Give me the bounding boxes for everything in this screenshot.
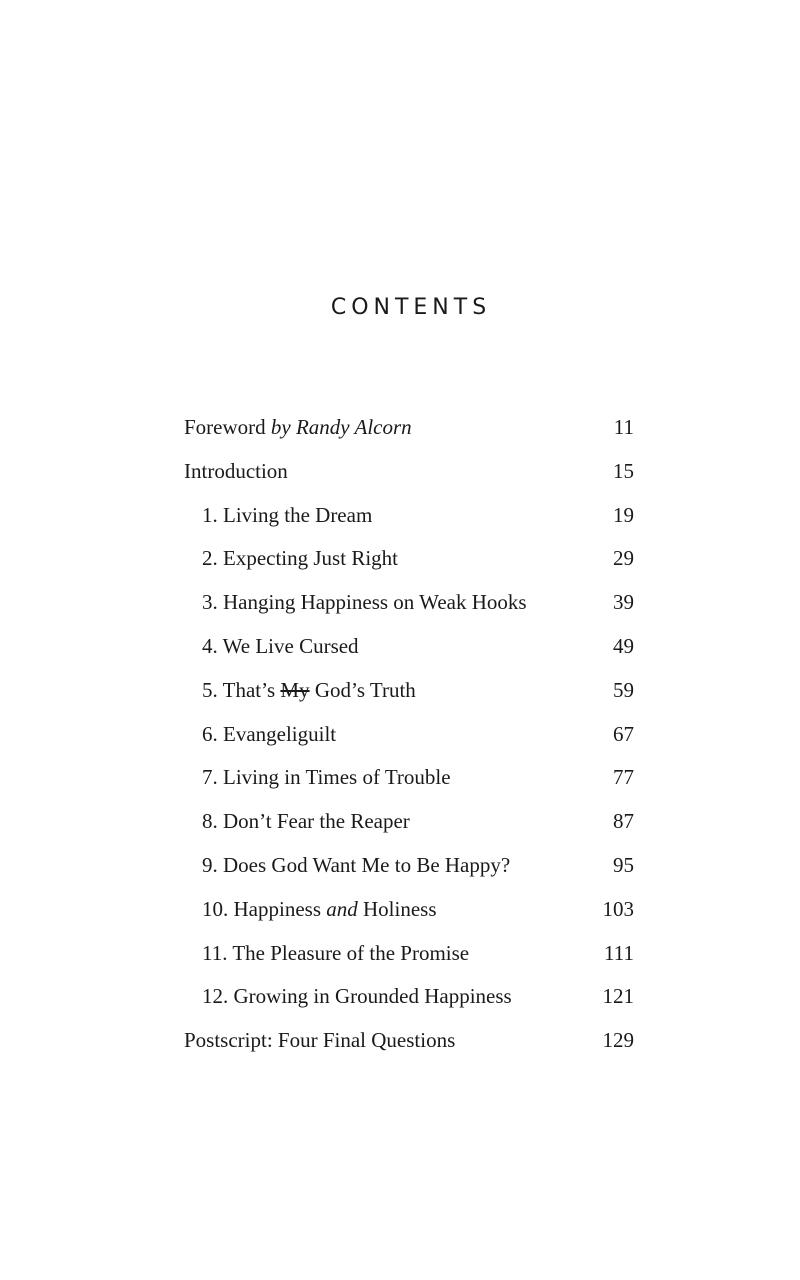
toc-entry-page: 49 [613, 633, 634, 658]
toc-entry-title: 11. The Pleasure of the Promise [202, 940, 470, 965]
toc-entry-foreword[interactable] [184, 406, 634, 450]
toc-entry-page: 39 [613, 590, 634, 615]
toc-entry-title: 2. Expecting Just Right [202, 546, 398, 571]
toc-entry-page: 111 [604, 940, 634, 965]
toc-entry-chapter-3[interactable] [184, 581, 634, 625]
toc-entry-chapter-1[interactable] [184, 494, 634, 538]
italic-word: and [326, 896, 358, 921]
toc-entry-introduction[interactable] [184, 450, 634, 494]
toc-entry-page: 19 [613, 502, 634, 527]
toc-entry-title: Postscript: Four Final Questions [184, 1028, 456, 1053]
toc-entry-page: 59 [613, 677, 634, 702]
toc-entry-page: 29 [613, 546, 634, 571]
toc-entry-title: 12. Growing in Grounded Happiness [202, 984, 512, 1009]
struck-word: My [280, 677, 310, 702]
toc-entry-title: 7. Living in Times of Trouble [202, 765, 451, 790]
toc-entry-chapter-4[interactable] [184, 625, 634, 669]
toc-entry-page: 95 [613, 852, 634, 877]
toc-entry-page: 129 [602, 1028, 634, 1053]
toc-entry-title: 9. Does God Want Me to Be Happy? [202, 852, 511, 877]
table-of-contents [184, 406, 634, 1063]
toc-entry-page: 87 [613, 809, 634, 834]
toc-entry-title: 5. That’s My God’s Truth [202, 677, 416, 702]
toc-entry-chapter-8[interactable] [184, 800, 634, 844]
foreword-author: by Randy Alcorn [270, 415, 412, 439]
toc-entry-chapter-9[interactable] [184, 844, 634, 888]
toc-entry-page: 121 [602, 984, 634, 1009]
toc-entry-title: 3. Hanging Happiness on Weak Hooks [202, 590, 527, 615]
toc-entry-chapter-7[interactable] [184, 756, 634, 800]
toc-entry-title: 6. Evangeliguilt [202, 721, 337, 746]
toc-entry-title: 1. Living the Dream [202, 502, 373, 527]
toc-entry-chapter-2[interactable] [184, 537, 634, 581]
toc-entry-page: 11 [613, 415, 634, 439]
toc-entry-title: Foreword by Randy Alcorn [184, 415, 412, 439]
toc-entry-chapter-6[interactable] [184, 713, 634, 757]
toc-entry-title: 4. We Live Cursed [202, 633, 359, 658]
toc-entry-page: 103 [602, 896, 634, 921]
page-title: CONTENTS [330, 295, 492, 320]
toc-entry-postscript[interactable] [184, 1019, 634, 1063]
toc-entry-page: 15 [613, 458, 634, 483]
toc-entry-page: 77 [613, 765, 634, 790]
toc-entry-title: 8. Don’t Fear the Reaper [202, 809, 410, 834]
toc-entry-page: 67 [613, 721, 634, 746]
toc-entry-title: Introduction [184, 458, 288, 483]
toc-entry-chapter-12[interactable] [184, 975, 634, 1019]
toc-entry-chapter-5[interactable] [184, 669, 634, 713]
toc-entry-title: 10. Happiness and Holiness [202, 896, 437, 921]
toc-entry-chapter-10[interactable] [184, 888, 634, 932]
toc-entry-chapter-11[interactable] [184, 932, 634, 976]
